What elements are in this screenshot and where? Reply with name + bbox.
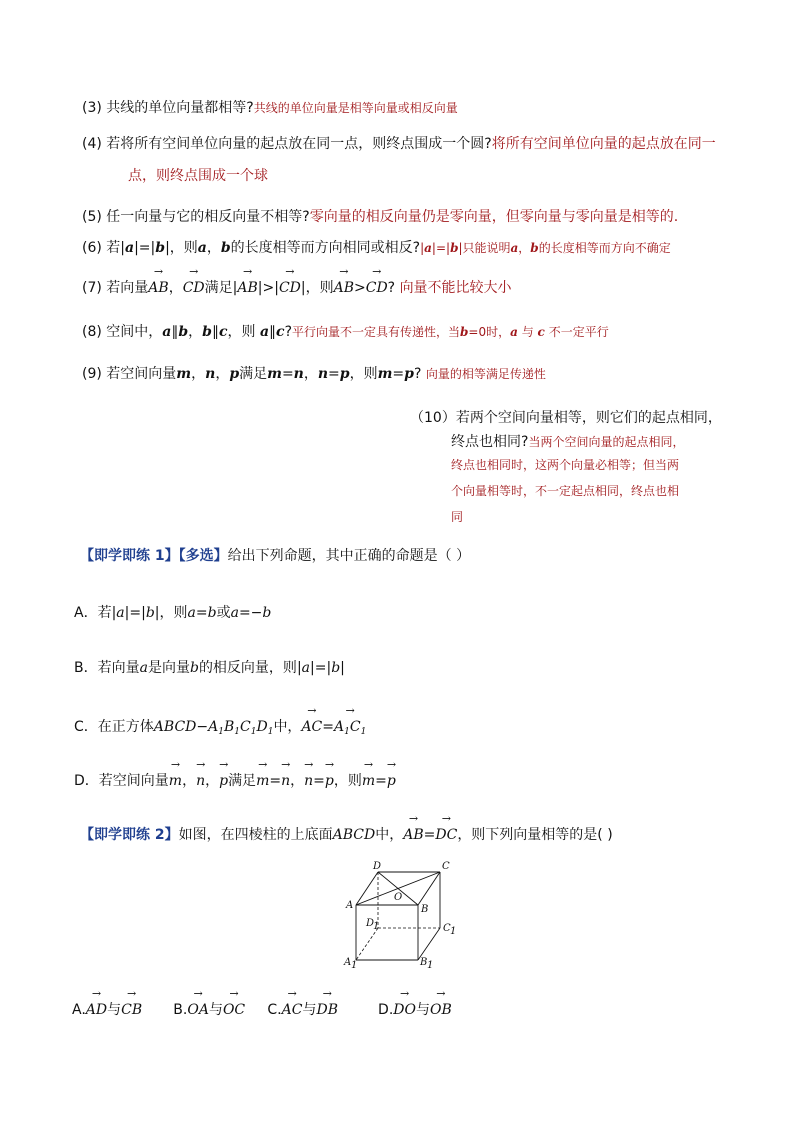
item-9: (9) 若空间向量m，n，p满足m=n，n=p，则m=p? 向量的相等满足传递性: [82, 366, 546, 382]
label-b: B: [421, 904, 429, 915]
item-10-answer: 终点也相同时，这两个向量必相等；但当两 个向量相等时，不一定起点相同，终点也相 同: [451, 458, 680, 524]
item-4-cont: 点，则终点围成一个球: [128, 168, 268, 184]
item-5: (5) 任一向量与它的相反向量不相等?零向量的相反向量仍是零向量，但零向量与零向量是相等的.: [82, 209, 679, 225]
item-6: (6) 若|a|=|b|，则a，b的长度相等而方向相同或相反?|a|=|b|只能说明a，b的长度相等而方向不确定: [82, 240, 671, 256]
svg-text:1: 1: [450, 926, 457, 937]
label-c1: C: [443, 923, 451, 934]
label-a1: A: [344, 957, 352, 968]
label-a: A: [346, 900, 354, 911]
item-7: (7) 若向量→ AB，→ CD满足|→ AB|>|→ CD|，则→ AB>→ CD? 向量不能比较大小: [82, 275, 512, 298]
practice-2-stem: 【即学即练 2】如图，在四棱柱的上底面ABCD中，→ AB=→ DC，则下列向量相等的是( ): [80, 822, 613, 845]
label-d: D: [373, 861, 382, 872]
svg-text:1: 1: [351, 960, 358, 970]
item-10-line2: 终点也相同?当两个空间向量的起点相同，: [451, 434, 685, 450]
svg-text:1: 1: [427, 960, 434, 970]
practice-1-option-c: C．在正方体$ABCD-A_1B_1C_1D_1$中，→ $AC=\to A_1C_1$: [74, 714, 366, 742]
practice-1-option-d: D．若空间向量→ m，→ n，→ p满足→ m=→ n，→ n=→ p，则→ m=→ p: [74, 768, 396, 791]
label-c: C: [442, 861, 450, 872]
practice-1-stem: 【即学即练 1】【多选】给出下列命题，其中正确的命题是（ ）: [80, 548, 471, 564]
svg-text:1: 1: [373, 921, 380, 932]
label-o: O: [394, 892, 403, 903]
practice-2-options: A.→ AD与→ CB B.→ OA与→ OC C.→ AC与→ DB D.→ DO与→ OB: [72, 997, 452, 1020]
item-10: （10）若两个空间向量相等，则它们的起点相同，: [410, 410, 722, 426]
practice-1-option-a: A．若|a|=|b|，则a=b或a=−b: [74, 605, 272, 621]
label-b1: B: [420, 957, 428, 968]
item-8: (8) 空间中，a∥b，b∥c，则 a∥c?平行向量不一定具有传递性，当b=0时，a 与 c 不一定平行: [82, 324, 609, 340]
item-3: (3) 共线的单位向量都相等?共线的单位向量是相等向量或相反向量: [82, 100, 458, 116]
label-d1: D: [366, 918, 375, 929]
practice-1-option-b: B．若向量a是向量b的相反向量，则|a|=|b|: [74, 660, 345, 676]
prism-figure: [338, 860, 458, 970]
item-4: (4) 若将所有空间单位向量的起点放在同一点，则终点围成一个圆?将所有空间单位向量的起点放在同一: [82, 136, 716, 152]
